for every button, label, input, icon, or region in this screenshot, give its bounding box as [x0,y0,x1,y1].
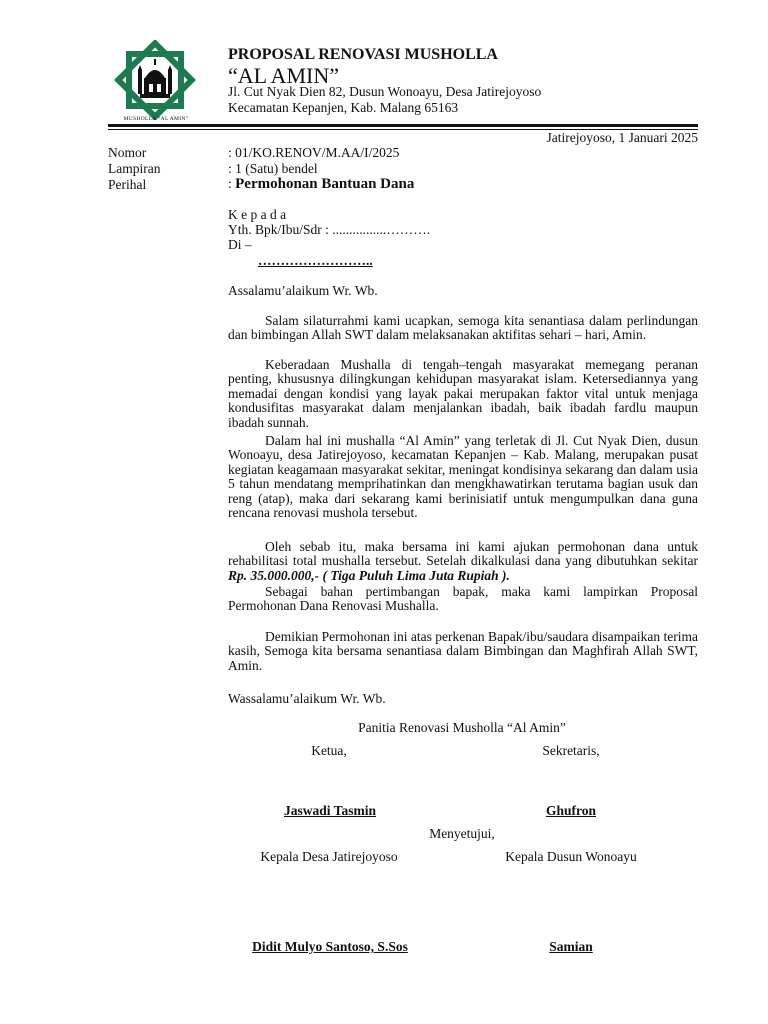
committee-name: Panitia Renovasi Musholla “Al Amin” [358,720,566,735]
logo-caption: MUSHOLLA “AL AMIN” [123,116,189,122]
sekretaris-label: Sekretaris, [542,743,600,758]
letterhead-rule-thick [108,124,698,127]
kadus-label: Kepala Dusun Wonoayu [505,849,637,864]
kadus-signature-name: Samian [549,939,593,954]
recipient-di: Di – [228,237,252,252]
body-paragraph-2: Keberadaan Mushalla di tengah–tengah masyarakat memegang peranan penting, khususnya dilingkungan kehidupan masyarakat islam. Ketersediannya yang memadai dengan kondisi yang layak pakai merupakan faktor vital untuk menjaga kondusifitas masyarakat dalam menjalankan ibadah, baik ibadah fardlu maupun ibadah sunnah. [228,357,698,430]
greeting: Assalamu’alaikum Wr. Wb. [228,283,378,298]
nomor-label: Nomor [108,145,147,160]
mosque-star-logo-icon [110,40,200,120]
date-line: Jatirejoyoso, 1 Januari 2025 [546,130,698,145]
recipient-yth: Yth. Bpk/Ibu/Sdr : ................………. [228,222,431,237]
lampiran-value: : 1 (Satu) bendel [228,161,318,176]
nomor-value: : 01/KO.RENOV/M.AA/I/2025 [228,145,400,160]
body-paragraph-1: Salam silaturrahmi kami ucapkan, semoga kita senantiasa dalam perlindungan dan bimbingan Allah SWT dalam melaksanakan aktifitas sehari – hari, Amin. [228,313,698,343]
closing: Wassalamu’alaikum Wr. Wb. [228,691,386,706]
letterhead-title: PROPOSAL RENOVASI MUSHOLLA [228,46,498,63]
perihal-value-line [228,176,414,193]
ketua-label: Ketua, [311,743,347,758]
body-paragraph-6: Demikian Permohonan ini atas perkenan Bapak/ibu/saudara disampaikan terima kasih, Semoga kita bersama senantiasa dalam Bimbingan dan Maghfirah Allah SWT, Amin. [228,629,698,673]
kades-signature-name: Didit Mulyo Santoso, S.Sos [252,939,408,954]
perihal-colon: : [228,176,236,191]
body-paragraph-3: Dalam hal ini mushalla “Al Amin” yang terletak di Jl. Cut Nyak Dien, dusun Wonoayu, desa Jatirejoyoso, kecamatan Kepanjen – Kab. Malang, merupakan pusat kegiatan keagamaan masyarakat sekitar, meningat kondisinya sekarang dan dalam usia 5 tahun mendatang memprihatinkan dan mengkhawatirkan terutama bagian usuk dan reng (atap), maka dari sekarang kami berinisiatif untuk mengumpulkan dana guna rencana renovasi mushola tersebut. [228,433,698,521]
approval-label: Menyetujui, [429,826,495,841]
requested-amount: Rp. 35.000.000,- ( Tiga Puluh Lima Juta Rupiah ). [228,567,510,583]
letterhead-address-line-2: Kecamatan Kepanjen, Kab. Malang 65163 [228,100,459,115]
ketua-signature-name: Jaswadi Tasmin [284,803,376,818]
body-paragraph-5: Sebagai bahan pertimbangan bapak, maka kami lampirkan Proposal Permohonan Dana Renovasi Mushalla. [228,584,698,614]
perihal-value: Permohonan Bantuan Dana [235,176,415,192]
recipient-address-dots: …………………….. [258,253,373,268]
perihal-label: Perihal [108,177,147,192]
recipient-kepada: K e p a d a [228,207,287,222]
lampiran-label: Lampiran [108,161,161,176]
sekretaris-signature-name: Ghufron [545,803,597,818]
letterhead-address-line-1: Jl. Cut Nyak Dien 82, Dusun Wonoayu, Desa Jatirejoyoso [228,84,542,99]
body-paragraph-4: Oleh sebab itu, maka bersama ini kami ajukan permohonan dana untuk rehabilitasi total mushalla tersebut. Setelah dikalkulasi dana yang dibutuhkan sekitar Rp. 35.000.000,- ( Tiga Puluh Lima Juta Rupiah ). [228,539,698,583]
kades-label: Kepala Desa Jatirejoyoso [260,849,398,864]
letterhead-name: “AL AMIN” [228,63,339,88]
